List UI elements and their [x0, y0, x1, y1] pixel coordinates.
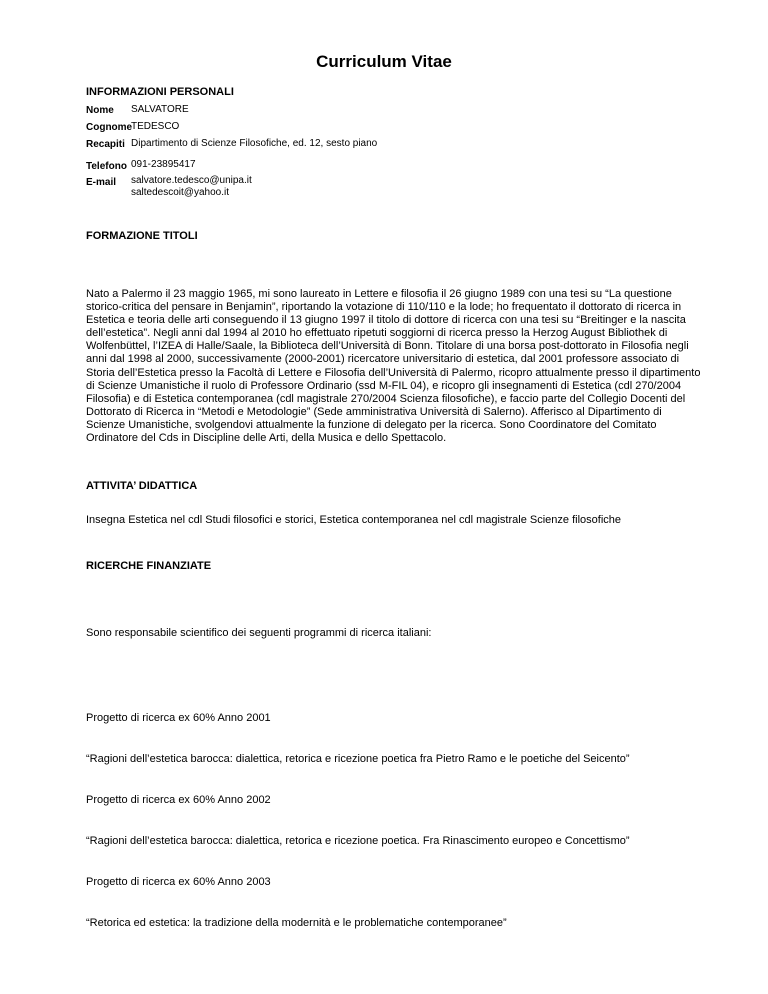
paragraph-line: Scienze Umanistiche, svolgendovi attualmente la funzione di delegato per la ricerca. Sono Coordinatore del Comitato — [86, 418, 657, 431]
training-heading: FORMAZIONE TITOLI — [86, 230, 198, 242]
paragraph-line: Nato a Palermo il 23 maggio 1965, mi sono laureato in Lettere e filosofia il 26 giugno 1989 con una tesi su “La questione — [86, 288, 672, 300]
paragraph-line: Filosofia) e di Estetica contemporanea (cdl magistrale 270/2004 Scienza filosofiche), e faccio parte del Collegio Docenti del — [86, 392, 686, 405]
personal-info-heading: INFORMAZIONI PERSONALI — [86, 86, 234, 98]
paragraph-line: di Scienze Umanistiche il ruolo di Professore Ordinario (ssd M-FIL 04), e ricopro gli insegnamenti di Estetica (cdl 270/2004 — [86, 379, 682, 392]
email-label: E-mail — [86, 177, 117, 188]
phone-label: Telefono — [86, 161, 127, 172]
paragraph-line: storico-critica del pensare in Benjamin”, riportando la votazione di 110/110 e la lode; ho frequentato il dottorato di ricerca in — [86, 301, 682, 314]
email-value-primary[interactable]: salvatore.tedesco@unipa.it — [131, 175, 252, 186]
paragraph-line: Ordinatore del Cds in Discipline delle Arti, della Musica e dello Spettacolo. — [86, 432, 447, 445]
training-paragraph — [86, 288, 701, 445]
paragraph-line: Wolfenbüttel, l’IZEA di Halle/Saale, la Biblioteca dell’Università di Bonn. Titolare di una borsa post-dottorato in Filosofia negli — [86, 340, 689, 353]
surname-label: Cognome — [86, 122, 133, 133]
contacts-value: Dipartimento di Scienze Filosofiche, ed. 12, sesto piano — [131, 138, 378, 149]
paragraph-line: Estetica e teoria delle arti conseguendo il 13 giugno 1997 il titolo di dottore di ricerca con una tesi su “Breitinger e la nascita — [86, 314, 686, 327]
name-label: Nome — [86, 105, 114, 116]
research-intro: Sono responsabile scientifico dei seguenti programmi di ricerca italiani: — [86, 627, 432, 639]
surname-value: TEDESCO — [131, 121, 180, 132]
paragraph-line: dell’estetica”. Negli anni dal 1994 al 2010 ho effettuato ripetuti soggiorni di ricerca presso la Herzog August Bibliothek di — [86, 327, 668, 340]
paragraph-line: Storia dell’Estetica presso la Facoltà di Lettere e Filosofia dell’Università di Palermo, ricopro attualmente presso il dipartimento — [86, 366, 701, 379]
teaching-heading: ATTIVITA’ DIDATTICA — [86, 480, 198, 492]
name-value: SALVATORE — [131, 104, 189, 115]
paragraph-line: anni dal 1998 al 2000, successivamente (2000-2001) ricercatore universitario di estetica, dal 2001 professore associato di — [86, 353, 680, 366]
email-value-secondary[interactable]: saltedescoit@yahoo.it — [131, 187, 229, 198]
project-title: “Ragioni dell’estetica barocca: dialettica, retorica e ricezione poetica fra Pietro Ramo e le poetiche del Seicento” — [86, 753, 630, 765]
project-label: Progetto di ricerca ex 60% Anno 2003 — [86, 876, 271, 888]
project-title: “Ragioni dell’estetica barocca: dialettica, retorica e ricezione poetica. Fra Rinascimento europeo e Concettismo” — [86, 835, 630, 847]
project-label: Progetto di ricerca ex 60% Anno 2001 — [86, 712, 271, 724]
phone-value: 091-23895417 — [131, 159, 196, 170]
teaching-text: Insegna Estetica nel cdl Studi filosofici e storici, Estetica contemporanea nel cdl magistrale Scienze filosofiche — [86, 514, 621, 526]
project-label: Progetto di ricerca ex 60% Anno 2002 — [86, 794, 271, 806]
contacts-label: Recapiti — [86, 139, 125, 150]
paragraph-line: Dottorato di Ricerca in “Metodi e Metodologie” (Sede amministrativa Università di Salerno). Afferisco al Dipartimento di — [86, 405, 662, 418]
project-title: “Retorica ed estetica: la tradizione della modernità e le problematiche contemporanee” — [86, 917, 507, 929]
research-heading: RICERCHE FINANZIATE — [86, 560, 212, 572]
page-title: Curriculum Vitae — [316, 52, 452, 71]
